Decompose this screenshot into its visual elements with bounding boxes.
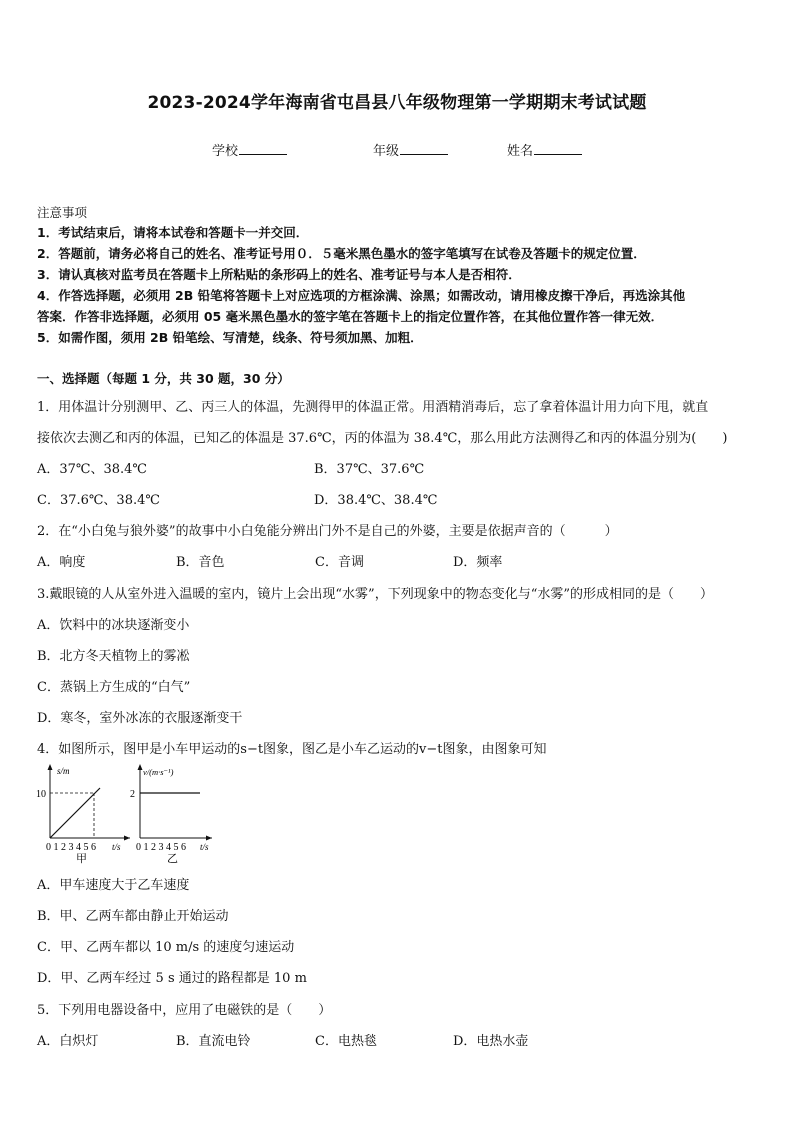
s-t-ylabel: s/m: [57, 766, 70, 776]
notice-item-3: 3．请认真核对监考员在答题卡上所粘贴的条形码上的姓名、准考证号与本人是否相符．: [37, 267, 521, 282]
notice-item-1: 1．考试结束后，请将本试卷和答题卡一并交回．: [37, 225, 309, 240]
notice-item-4: 4．作答选择题，必须用 2B 铅笔将答题卡上对应选项的方框涂满、涂黑；如需改动，请用橡皮擦干净后，再选涂其他: [37, 288, 686, 303]
name-label: 姓名: [507, 144, 534, 159]
q5-stem: 5．下列用电器设备中，应用了电磁铁的是（ ）: [37, 1003, 332, 1018]
q5-option-d[interactable]: D．电热水壶: [453, 1034, 529, 1049]
notice-heading: 注意事项: [37, 205, 88, 220]
v-t-graph: [130, 764, 212, 865]
q3-option-c[interactable]: C．蒸锅上方生成的“白气”: [37, 680, 191, 695]
q1-option-c[interactable]: C．37.6℃、38.4℃: [37, 493, 160, 508]
q4-option-c[interactable]: C．甲、乙两车都以 10 m/s 的速度匀速运动: [37, 940, 295, 955]
s-t-line: [50, 788, 100, 838]
grade-label: 年级: [373, 144, 400, 159]
q1-option-a[interactable]: A．37℃、38.4℃: [37, 462, 147, 477]
v-t-xticks: 0 1 2 3 4 5 6: [136, 842, 186, 853]
q3-option-a[interactable]: A．饮料中的冰块逐渐变小: [37, 618, 190, 633]
q5-option-c[interactable]: C．电热毯: [315, 1034, 377, 1049]
s-t-ytick: 10: [36, 789, 46, 800]
school-label: 学校: [212, 144, 239, 159]
q1-stem-line1: 1．用体温计分别测甲、乙、丙三人的体温，先测得甲的体温正常。用酒精消毒后，忘了拿着体温计用力向下甩，就直: [37, 400, 709, 415]
name-field[interactable]: [507, 140, 582, 159]
q2-option-a[interactable]: A．响度: [37, 555, 86, 570]
v-t-xlabel: t/s: [200, 842, 209, 852]
notice-item-2: 2．答题前，请务必将自己的姓名、准考证号用０．５毫米黑色墨水的签字笔填写在试卷及答题卡的规定位置．: [37, 246, 646, 261]
q2-stem: 2．在“小白兔与狼外婆”的故事中小白兔能分辨出门外不是自己的外婆，主要是依据声音的（ ）: [37, 524, 618, 539]
q4-option-d[interactable]: D．甲、乙两车经过 5 s 通过的路程都是 10 m: [37, 971, 307, 986]
notice-item-4-cont: 答案．作答非选择题，必须用 05 毫米黑色墨水的签字笔在答题卡上的指定位置作答，在其他位置作答一律无效．: [37, 309, 664, 324]
q5-option-b[interactable]: B．直流电铃: [176, 1034, 251, 1049]
q1-option-d[interactable]: D．38.4℃、38.4℃: [314, 493, 438, 508]
q2-option-b[interactable]: B．音色: [176, 555, 225, 570]
q2-option-c[interactable]: C．音调: [315, 555, 364, 570]
grade-field[interactable]: [373, 140, 448, 159]
q3-stem: 3.戴眼镜的人从室外进入温暖的室内，镜片上会出现“水雾”，下列现象中的物态变化与“水雾”的形成相同的是（ ）: [37, 587, 713, 602]
q1-stem-line2: 接依次去测乙和丙的体温，已知乙的体温是 37.6℃，丙的体温为 38.4℃，那么用此方法测得乙和丙的体温分别为( ): [37, 431, 728, 446]
q4-figure: [30, 760, 220, 868]
q2-option-d[interactable]: D．频率: [453, 555, 503, 570]
notice-item-5: 5．如需作图，须用 2B 铅笔绘、写清楚，线条、符号须加黑、加粗．: [37, 330, 423, 345]
section-heading: 一、选择题（每题 1 分，共 30 题，30 分）: [37, 371, 290, 386]
q4-option-a[interactable]: A．甲车速度大于乙车速度: [37, 878, 190, 893]
s-t-graph: [36, 764, 130, 865]
q3-option-b[interactable]: B．北方冬天植物上的雾凇: [37, 649, 190, 664]
name-blank[interactable]: [534, 143, 582, 155]
q3-option-d[interactable]: D．寒冬，室外冰冻的衣服逐渐变干: [37, 711, 243, 726]
s-t-xticks: 0 1 2 3 4 5 6: [46, 842, 96, 853]
school-blank[interactable]: [239, 143, 287, 155]
school-field[interactable]: [212, 140, 287, 159]
s-t-xlabel: t/s: [112, 842, 121, 852]
s-t-caption: 甲: [76, 853, 87, 865]
v-t-caption: 乙: [167, 853, 178, 865]
q5-option-a[interactable]: A．白炽灯: [37, 1034, 99, 1049]
page-title: 2023-2024学年海南省屯昌县八年级物理第一学期期末考试试题: [147, 93, 647, 113]
q1-option-b[interactable]: B．37℃、37.6℃: [314, 462, 425, 477]
q4-option-b[interactable]: B．甲、乙两车都由静止开始运动: [37, 909, 229, 924]
grade-blank[interactable]: [400, 143, 448, 155]
q4-stem: 4．如图所示，图甲是小车甲运动的s−t图象，图乙是小车乙运动的v−t图象，由图象可知: [37, 742, 547, 757]
v-t-ytick: 2: [130, 789, 135, 800]
v-t-ylabel: v/(m·s⁻¹): [143, 767, 174, 777]
